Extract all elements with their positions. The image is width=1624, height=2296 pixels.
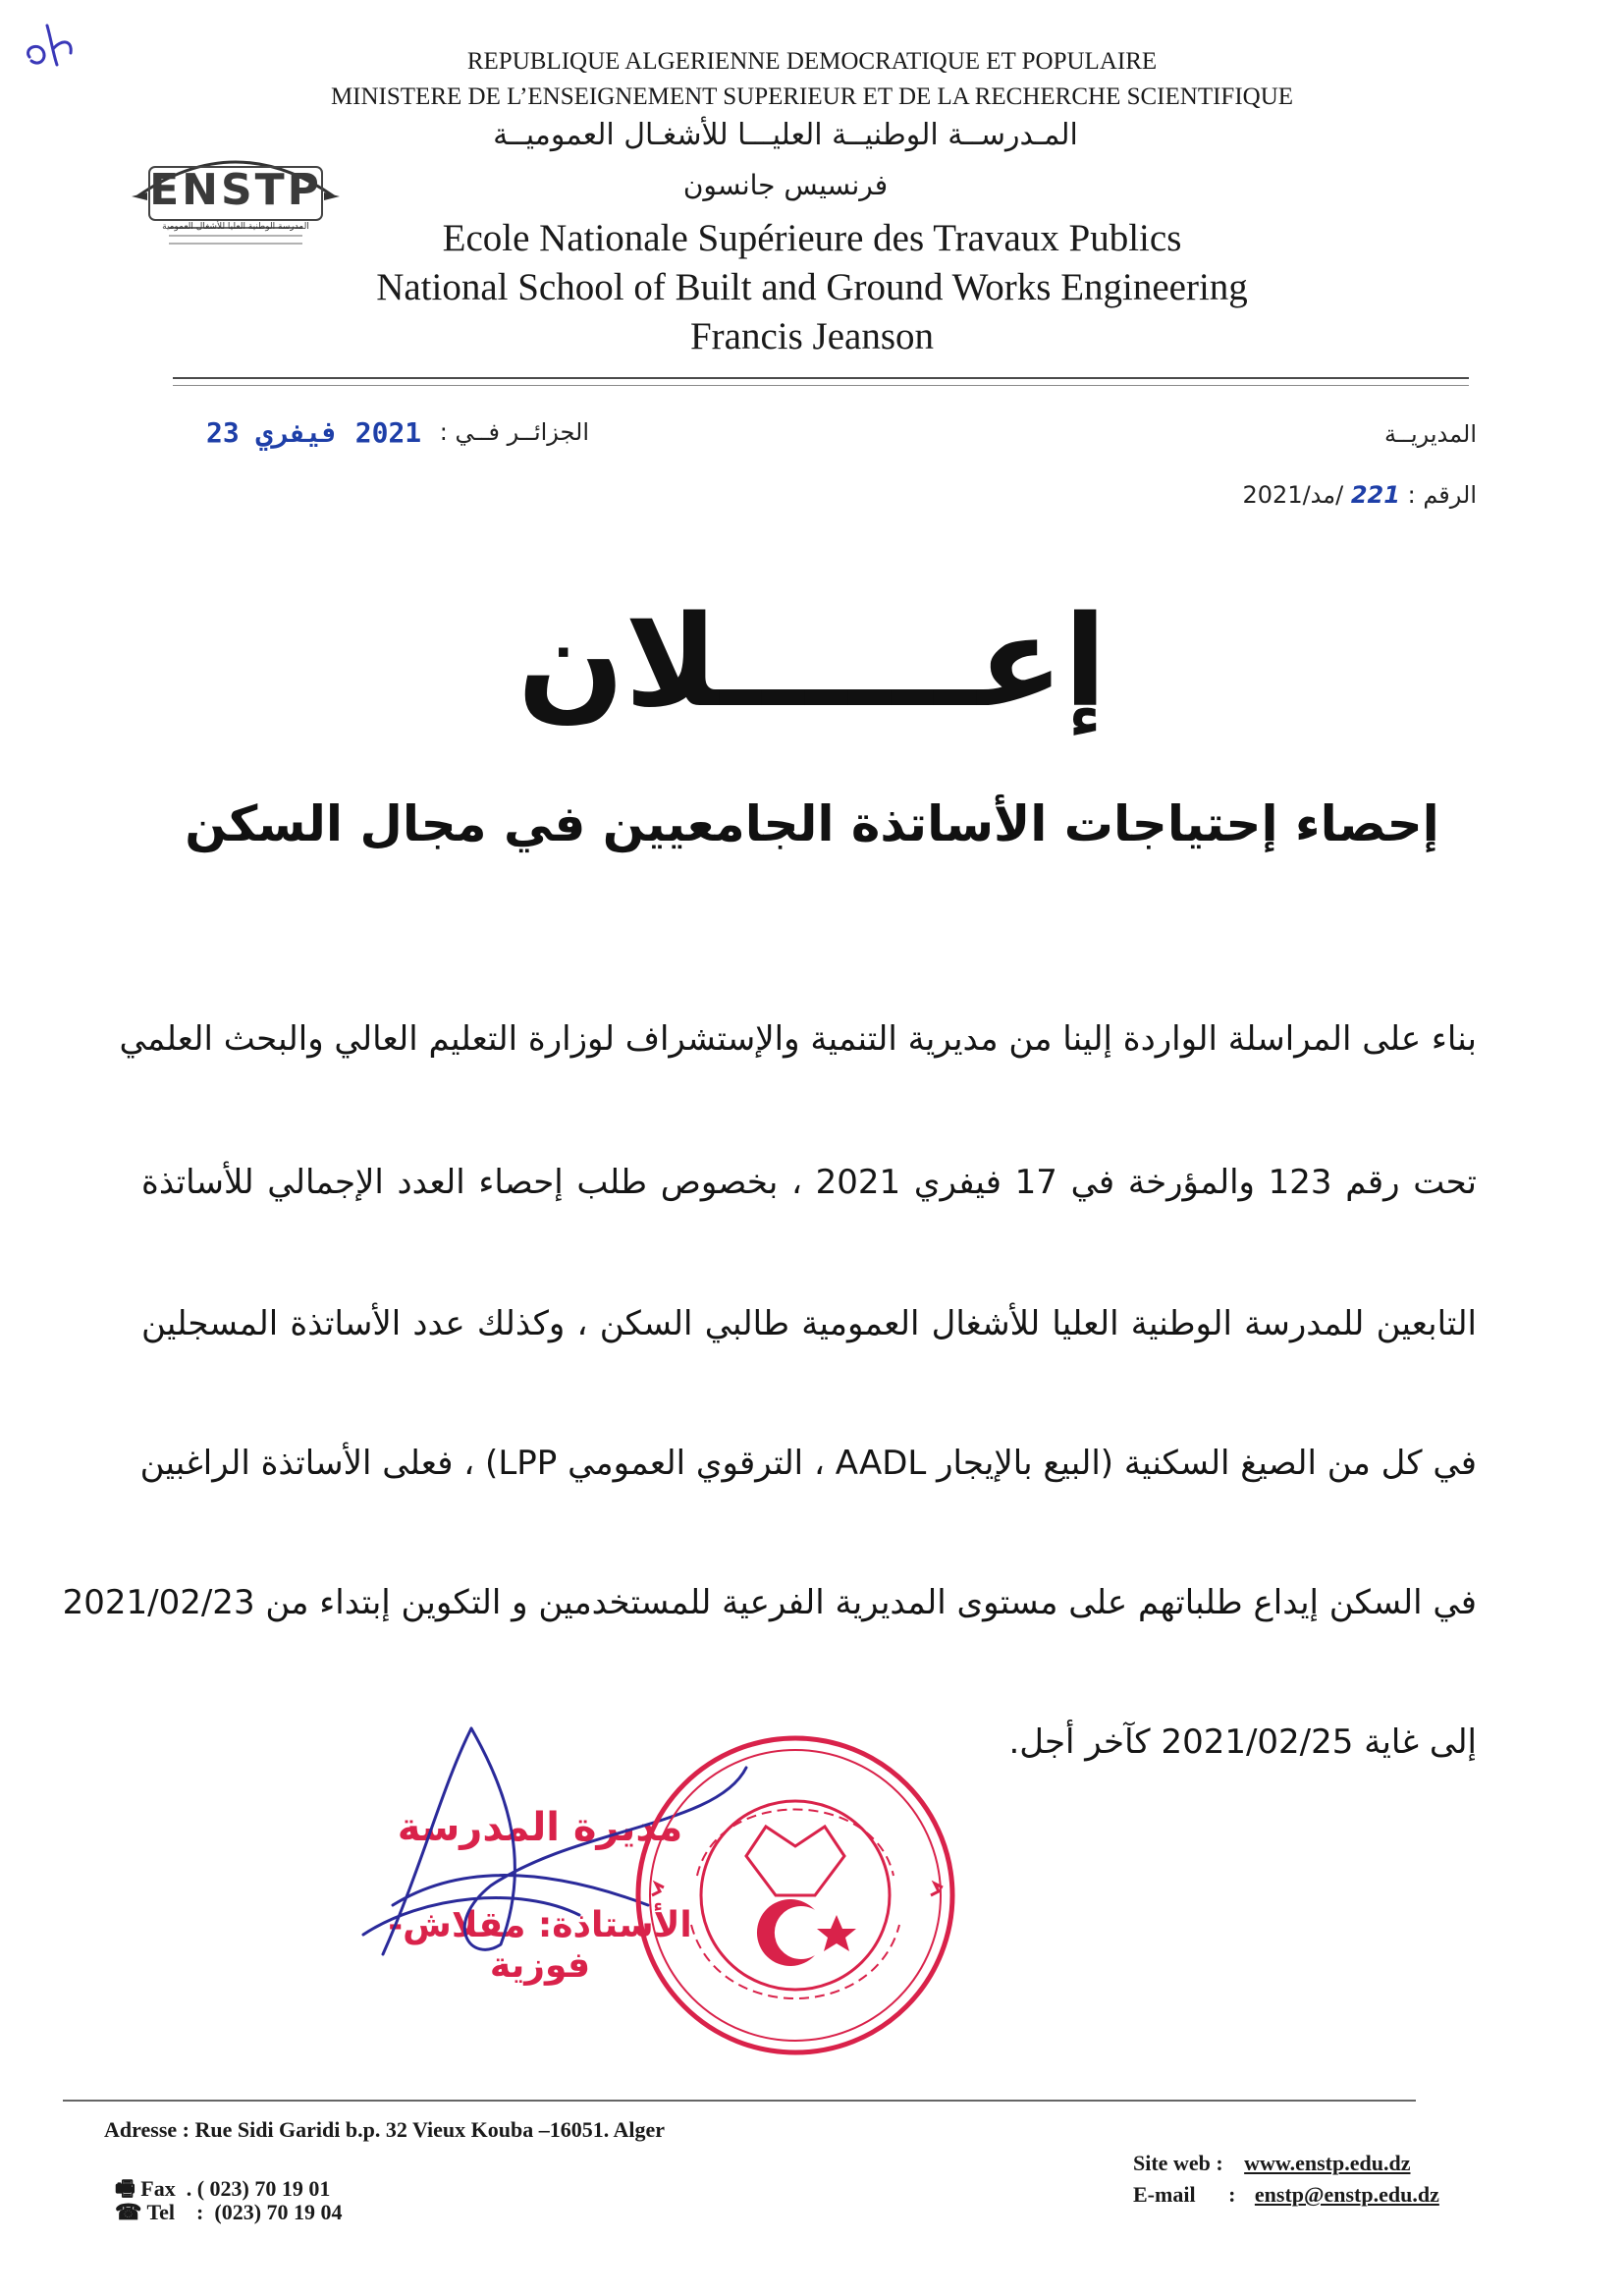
signature-name: الأستاذة: مقلاش-فوزية [388,1905,692,1986]
republic-heading: REPUBLIQUE ALGERIENNE DEMOCRATIQUE ET POPULAIRE [466,48,1158,75]
site-label: Site web : [1133,2151,1223,2175]
fax-number: Fax . ( 023) 70 19 01 [140,2176,331,2201]
signature-title: مديرة المدرسة [397,1805,683,1850]
body-line-3: التابعين للمدرسة الوطنية العليا للأشغال العمومية طالبي السكن ، وكذلك عدد الأساتذة المسجلين [141,1304,1477,1343]
footer-site [1133,2151,1410,2176]
logo-subtext: المدرسة الوطنية العليا للأشغال العمومية [162,222,309,232]
header-divider-thin [173,385,1469,386]
email-link[interactable]: enstp@enstp.edu.dz [1254,2182,1439,2207]
logo-text: ENSTP [149,165,322,215]
body-line-6: إلى غاية 2021/02/25 كآخر أجل. [1008,1722,1477,1762]
place-date-label: الجزائــر فــي : [439,418,589,446]
reference-label: الرقم : [1407,481,1477,509]
school-name-english: National School of Built and Ground Works Engineering [376,266,1248,308]
school-subname-arabic: فرنسيس جانسون [682,169,889,201]
footer-tel [104,2174,343,2225]
fax-icon: 🖷 [115,2176,135,2201]
reference-number [1243,481,1477,509]
body-line-2: تحت رقم 123 والمؤرخة في 17 فيفري 2021 ، بخصوص طلب إحصاء العدد الإجمالي للأساتذة [141,1163,1477,1202]
ministry-heading: MINISTERE DE L’ENSEIGNEMENT SUPERIEUR ET DE LA RECHERCHE SCIENTIFIQUE [330,83,1294,110]
site-link[interactable]: www.enstp.edu.dz [1244,2151,1411,2175]
school-name-latin: Francis Jeanson [689,315,935,357]
school-name-french: Ecole Nationale Supérieure des Travaux Publics [442,217,1182,259]
body-line-4: في كل من الصيغ السكنية (البيع بالإيجار AADL ، الترقوي العمومي LPP) ، فعلى الأساتذة الراغبين [139,1444,1477,1483]
announcement-title: إعــــــلان [516,589,1108,736]
telephone-number: Tel : (023) 70 19 04 [146,2200,343,2224]
body-line-1: بناء على المراسلة الواردة إلينا من مديرية التنمية والإستشراف لوزارة التعليم العالي والبحث العلمي [119,1019,1477,1059]
body-line-5: في السكن إيداع طلباتهم على مستوى المديرية الفرعية للمستخدمين و التكوين إبتداء من 2021/02/23 [62,1583,1477,1622]
footer-email: E-mail : enstp@enstp.edu.dz [1133,2182,1439,2207]
footer-divider [63,2100,1416,2102]
reference-suffix: /مد/2021 [1242,481,1344,509]
date-stamp: 2021 فيفري 23 [206,416,422,449]
email-label: E-mail [1133,2182,1196,2207]
footer-address: Adresse : Rue Sidi Garidi b.p. 32 Vieux Kouba –16051. Alger [104,2117,666,2142]
telephone-icon: ☎ [115,2200,142,2224]
header-divider [173,377,1469,379]
school-name-arabic: المـدرســة الوطنيــة العليـــا للأشغـال العموميــة [493,118,1078,152]
announcement-subtitle: إحصاء إحتياجات الأساتذة الجامعيين في مجال السكن [185,795,1439,852]
official-stamp [628,1728,962,2062]
directorate-label: المديريــة [1384,420,1477,448]
reference-handwritten-number: 221 [1350,481,1400,509]
